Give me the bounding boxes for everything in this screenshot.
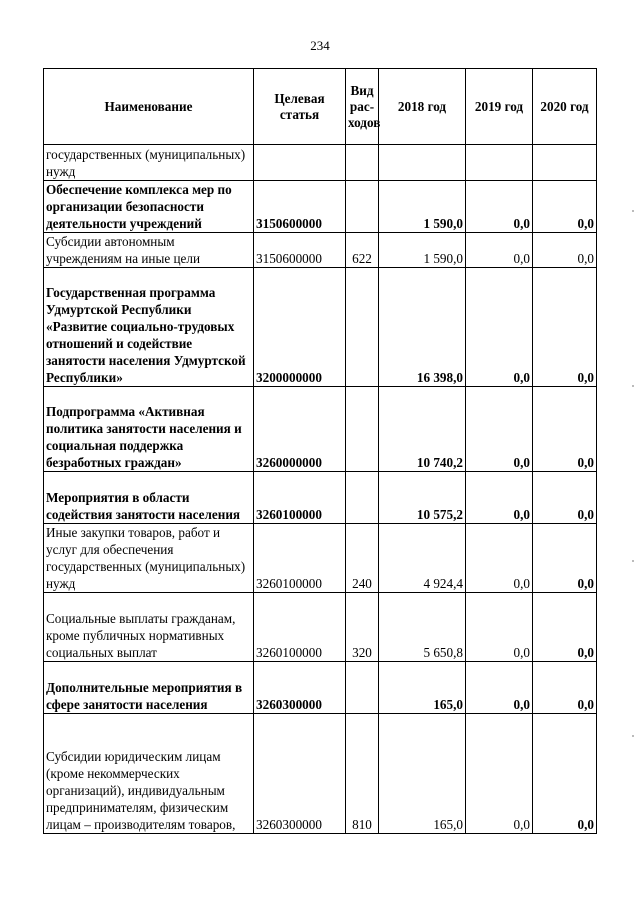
table-row <box>44 181 597 233</box>
row-expense-type: 240 <box>346 524 379 593</box>
row-expense-type <box>346 268 379 387</box>
row-2018: 1 590,0 <box>379 181 466 233</box>
row-2020: 0,0 <box>533 387 597 472</box>
table-row <box>44 233 597 268</box>
row-2019: 0,0 <box>466 472 533 524</box>
row-target: 3260000000 <box>254 387 346 472</box>
row-target: 3260100000 <box>254 524 346 593</box>
header-2018: 2018 год <box>379 69 466 145</box>
scan-mark <box>632 385 634 387</box>
row-2019: 0,0 <box>466 268 533 387</box>
table-row <box>44 145 597 181</box>
row-target: 3150600000 <box>254 181 346 233</box>
table-row <box>44 524 597 593</box>
table-row <box>44 387 597 472</box>
header-name: Наименование <box>44 69 254 145</box>
row-expense-type <box>346 181 379 233</box>
row-2018: 5 650,8 <box>379 593 466 662</box>
header-target: Целевая статья <box>254 69 346 145</box>
row-2020: 0,0 <box>533 181 597 233</box>
row-name: Обеспечение комплекса мер по организации безопасности деятельности учреждений <box>44 181 254 233</box>
row-2020: 0,0 <box>533 524 597 593</box>
row-2020: 0,0 <box>533 593 597 662</box>
row-2019: 0,0 <box>466 181 533 233</box>
row-expense-type: 320 <box>346 593 379 662</box>
row-2019: 0,0 <box>466 387 533 472</box>
row-2019 <box>466 145 533 181</box>
row-2018: 165,0 <box>379 662 466 714</box>
table-header-row <box>44 69 597 145</box>
table-row <box>44 268 597 387</box>
row-expense-type: 622 <box>346 233 379 268</box>
row-2018 <box>379 145 466 181</box>
row-2019: 0,0 <box>466 662 533 714</box>
row-name: Субсидии юридическим лицам (кроме некоммерческих организаций), индивидуальным предпринимателям, физическим лицам – производителям товаров, <box>44 714 254 834</box>
row-2020: 0,0 <box>533 268 597 387</box>
row-expense-type <box>346 145 379 181</box>
row-name: Мероприятия в области содействия занятости населения <box>44 472 254 524</box>
row-expense-type <box>346 662 379 714</box>
row-target: 3150600000 <box>254 233 346 268</box>
row-2019: 0,0 <box>466 524 533 593</box>
row-2018: 10 575,2 <box>379 472 466 524</box>
row-2019: 0,0 <box>466 714 533 834</box>
row-expense-type <box>346 472 379 524</box>
row-name: Дополнительные мероприятия в сфере занятости населения <box>44 662 254 714</box>
budget-table <box>43 68 597 834</box>
row-target: 3260100000 <box>254 593 346 662</box>
row-2020 <box>533 145 597 181</box>
row-name: государственных (муниципальных) нужд <box>44 145 254 181</box>
row-target <box>254 145 346 181</box>
row-2018: 165,0 <box>379 714 466 834</box>
row-name: Социальные выплаты гражданам, кроме публичных нормативных социальных выплат <box>44 593 254 662</box>
row-target: 3260100000 <box>254 472 346 524</box>
row-2018: 10 740,2 <box>379 387 466 472</box>
row-2018: 1 590,0 <box>379 233 466 268</box>
header-expense-type: Вид рас-ходов <box>346 69 379 145</box>
page-number: 234 <box>310 38 330 53</box>
row-2020: 0,0 <box>533 714 597 834</box>
scan-mark <box>632 560 634 562</box>
table-row <box>44 472 597 524</box>
table-row <box>44 662 597 714</box>
scan-mark <box>632 210 634 212</box>
header-2019: 2019 год <box>466 69 533 145</box>
row-expense-type: 810 <box>346 714 379 834</box>
row-2019: 0,0 <box>466 233 533 268</box>
table-row <box>44 714 597 834</box>
scan-mark <box>632 735 634 737</box>
table-row <box>44 593 597 662</box>
row-2020: 0,0 <box>533 472 597 524</box>
header-2020: 2020 год <box>533 69 597 145</box>
row-2018: 16 398,0 <box>379 268 466 387</box>
row-target: 3260300000 <box>254 714 346 834</box>
row-name: Иные закупки товаров, работ и услуг для обеспечения государственных (муниципальных) нужд <box>44 524 254 593</box>
row-expense-type <box>346 387 379 472</box>
row-2019: 0,0 <box>466 593 533 662</box>
row-target: 3260300000 <box>254 662 346 714</box>
row-name: Подпрограмма «Активная политика занятости населения и социальная поддержка безработных граждан» <box>44 387 254 472</box>
row-name: Государственная программа Удмуртской Республики «Развитие социально-трудовых отношений и содействие занятости населения Удмуртской Республики» <box>44 268 254 387</box>
row-2020: 0,0 <box>533 662 597 714</box>
row-target: 3200000000 <box>254 268 346 387</box>
row-2018: 4 924,4 <box>379 524 466 593</box>
row-name: Субсидии автономным учреждениям на иные цели <box>44 233 254 268</box>
row-2020: 0,0 <box>533 233 597 268</box>
